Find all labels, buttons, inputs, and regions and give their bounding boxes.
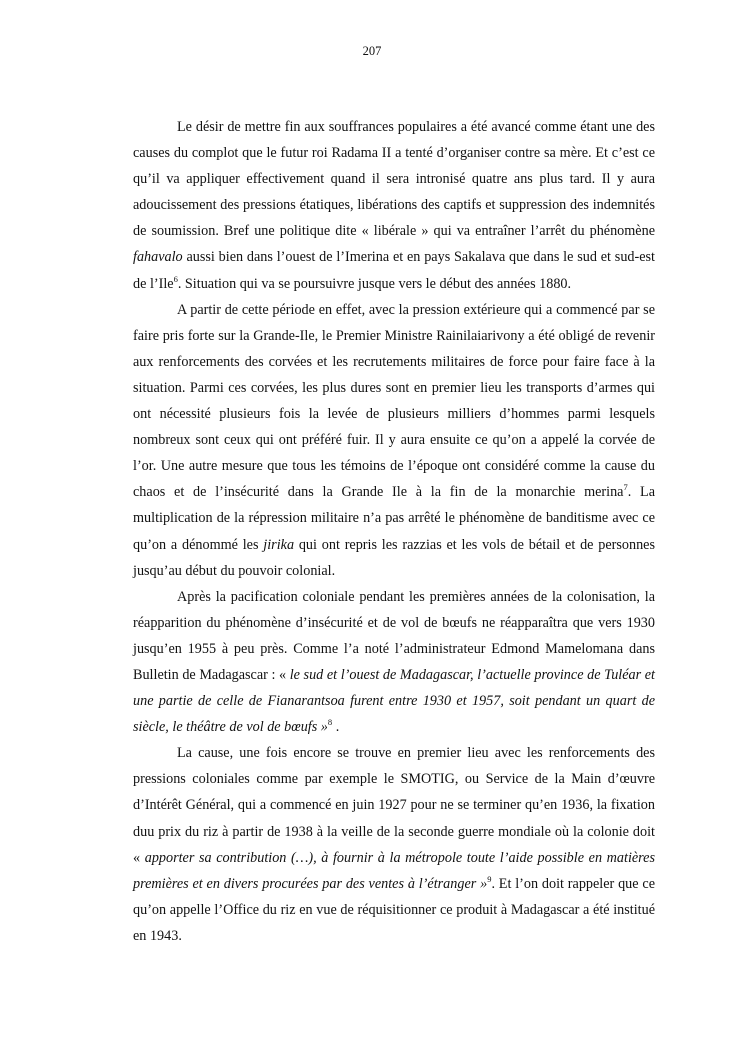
paragraph-text: La cause, une fois encore se trouve en premier lieu avec les renforcements des pressions coloniales comme par exemple le SMOTIG, ou Service de la Main d’œuvre d’Intérêt Général, qui a commencé en juin 1927 pour ne se terminer qu’en 1936, la fixation duu prix du riz à partir de 1938 à la veille de la seconde guerre mondiale où la colonie doit « [133, 745, 655, 866]
footnote-ref: 8 [327, 717, 333, 728]
paragraph-text: . La multiplication de la répression militaire n’a pas arrêté le phénomène de banditisme avec ce qu’on a dénommé les [133, 484, 655, 553]
paragraph [133, 740, 655, 949]
footnote-ref: 9 [487, 873, 492, 884]
body-text [133, 114, 655, 949]
footnote-ref: 7 [623, 482, 628, 493]
paragraph-text: . [332, 719, 340, 736]
italic-text: apporter sa contribution (…), à fournir à la métropole toute l’aide possible en matières premières et en divers procurées par des ventes à l’étranger » [133, 849, 655, 892]
paragraph-text: Après la pacification coloniale pendant les premières années de la colonisation, la réapparition du phénomène d’insécurité et de vol de bœufs ne réapparaîtra que vers 1930 jusqu’en 1955 à peu près. Comme l’a noté l’administrateur Edmond Mamelomana dans Bulletin de Madagascar : « [133, 588, 655, 683]
italic-text: jirika [263, 536, 295, 553]
paragraph [133, 584, 655, 741]
italic-text: le sud et l’ouest de Madagascar, l’actuelle province de Tuléar et une partie de celle de Fianarantsoa furent entre 1930 et 1957, soit pendant un quart de siècle, le théâtre de vol de bœufs » [133, 666, 655, 736]
italic-text: fahavalo [133, 249, 183, 266]
paragraph-text: A partir de cette période en effet, avec la pression extérieure qui a commencé par se faire pris forte sur la Grande-Ile, le Premier Ministre Rainilaiarivony a été obligé de revenir aux renforcements des corvées et les recrutements militaires de force pour faire face à la situation. Parmi ces corvées, les plus dures sont en premier lieu les transports d’armes qui ont nécessité plusieurs fois la levée de plusieurs milliers d’hommes parmi lesquels nombreux sont ceux qui ont préféré fuir. Il y aura ensuite ce qu’on a appelé la corvée de l’or. Une autre mesure que tous les témoins de l’époque ont considéré comme la cause du chaos et de l’insécurité dans la Grande Ile à la fin de la monarchie merina [133, 301, 655, 501]
paragraph [133, 297, 655, 584]
paragraph-text: Le désir de mettre fin aux souffrances populaires a été avancé comme étant une des causes du complot que le futur roi Radama II a tenté d’organiser contre sa mère. Et c’est ce qu’il va appliquer effectivement quand il sera intronisé quatre ans plus tard. Il y aura adoucissement des pressions étatiques, libérations des captifs et suppression des indemnités de soumission. Bref une politique dite « libérale » qui va entraîner l’arrêt du phénomène [133, 119, 655, 240]
footnote-ref: 6 [173, 273, 178, 284]
page-number: 207 [362, 44, 382, 58]
paragraph-text: . Et l’on doit rappeler que ce qu’on appelle l’Office du riz en vue de réquisitionner ce produit à Madagascar a été institué en 1943. [133, 875, 655, 944]
paragraph-text: aussi bien dans l’ouest de l’Imerina et en pays Sakalava que dans le sud et sud-est de l’Ile [133, 249, 655, 292]
paragraph-text: qui ont repris les razzias et les vols de bétail et de personnes jusqu’au début du pouvoir colonial. [133, 536, 655, 579]
paragraph [133, 114, 655, 297]
paragraph-text: . Situation qui va se poursuivre jusque vers le début des années 1880. [177, 275, 572, 292]
